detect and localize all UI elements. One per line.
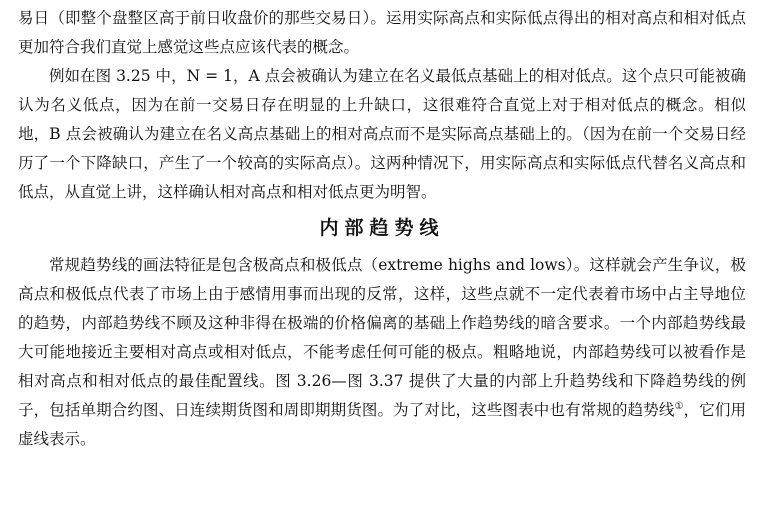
paragraph-example: 例如在图 3.25 中，N = 1，A 点会被确认为建立在名义最低点基础上的相对低点。这个点只可能被确认为名义低点，因为在前一交易日存在明显的上升缺口，这很难符合直觉上对于相对低点的概念。相似地，B 点会被确认为建立在名义高点基础上的相对高点而不是实际高点基础上的。（因为在前一个交易日经历了一个下降缺口，产生了一个较高的实际高点）。这两种情况下，用实际高点和实际低点代替名义高点和低点，从直觉上讲，这样确认相对高点和相对低点更为明智。 <box>18 67 746 201</box>
paragraph-body-end: ，它们用虚线表示。 <box>18 401 746 448</box>
footnote-marker[interactable]: ① <box>674 400 684 412</box>
section-heading: 内部趋势线 <box>319 217 445 239</box>
paragraph-continuation: 易日（即整个盘整区高于前日收盘价的那些交易日）。运用实际高点和实际低点得出的相对高点和相对低点更加符合我们直觉上感觉这些点应该代表的概念。 <box>18 9 746 56</box>
paragraph-internal-trendline <box>18 251 746 454</box>
paragraph-body-text: 常规趋势线的画法特征是包含极高点和极低点（extreme highs and lows）。这样就会产生争议，极高点和极低点代表了市场上由于感情用事而出现的反常，这样，这些点就不一定代表着市场中占主导地位的趋势，内部趋势线不顾及这种非得在极端的价格偏离的基础上作趋势线的暗含要求。一个内部趋势线最大可能地接近主要相对高点或相对低点，不能考虑任何可能的极点。粗略地说，内部趋势线可以被看作是相对高点和相对低点的最佳配置线。图 3.26—图 3.37 提供了大量的内部上升趋势线和下降趋势线的例子，包括单期合约图、日连续期货图和周即期期货图。为了对比，这些图表中也有常规的趋势线 <box>18 256 746 419</box>
